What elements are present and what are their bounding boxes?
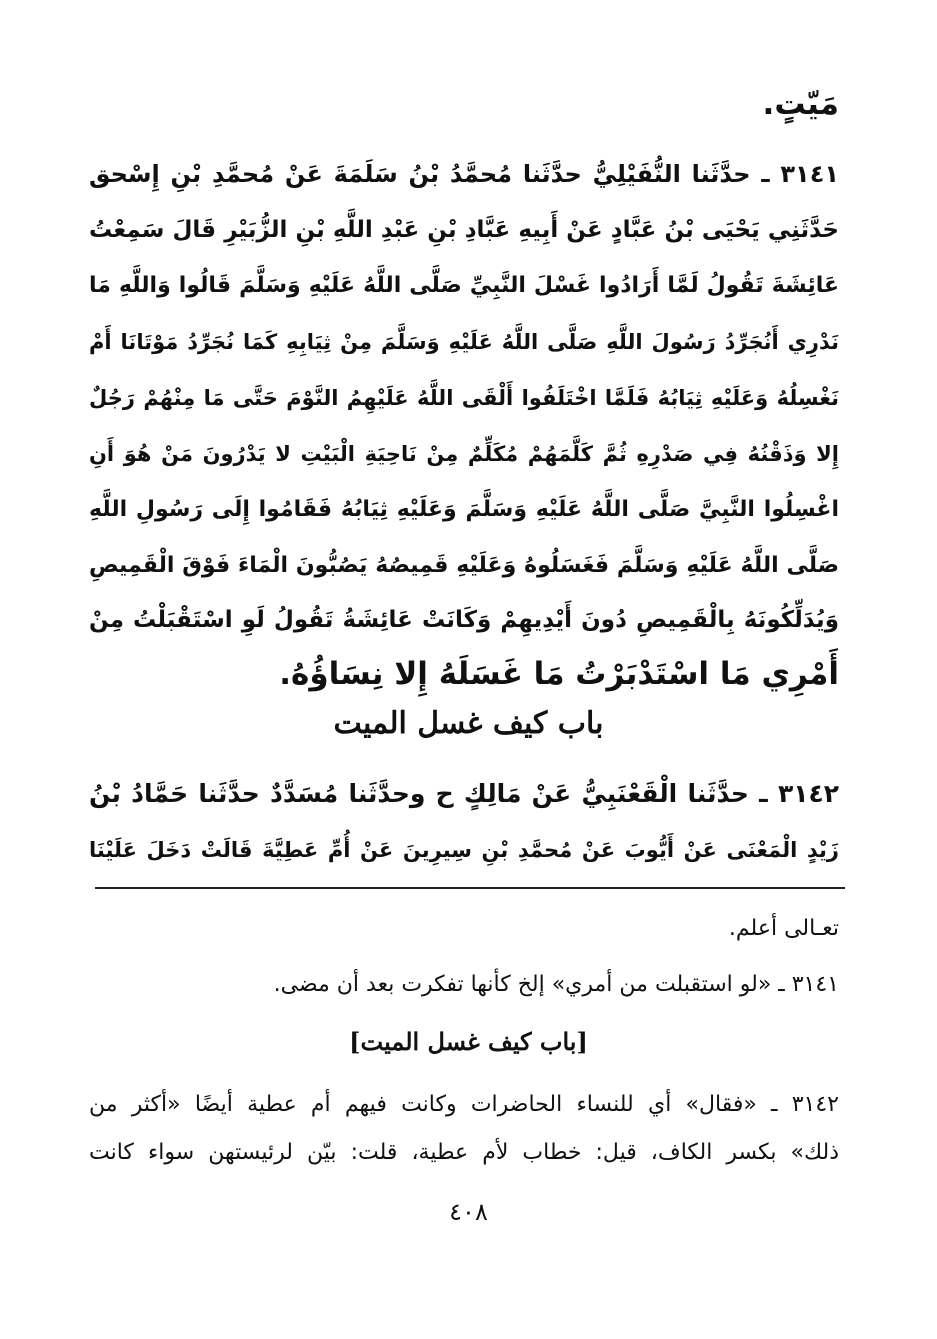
footnote-line-2: ٣١٤١ ـ «لو استقبلت من أمري» إلخ كأنها تفكرت بعد أن مضى. <box>273 972 839 997</box>
footnote-line-4: ذلك» بكسر الكاف، قيل: خطاب لأم عطية، قلت: بيّن لرئيستهن سواء كانت <box>89 1140 839 1165</box>
footnote-line-1: تعـالى أعلم. <box>728 916 839 941</box>
main-text-line-6: نَغْسِلُهُ وَعَلَيْهِ ثِيَابُهُ فَلَمَّا اخْتَلَفُوا أَلْقَى اللَّهُ عَلَيْهِمُ النَّوْمَ حَتَّى مَا مِنْهُمْ رَجُلٌ <box>89 386 839 410</box>
main-text-line-7: إِلا وَذَقْنُهُ فِي صَدْرِهِ ثُمَّ كَلَّمَهُمْ مُكَلِّمٌ مِنْ نَاحِيَةِ الْبَيْتِ لا يَدْرُونَ مَنْ هُوَ أَنِ <box>89 442 839 466</box>
main-text-line-12: ٣١٤٢ ـ حدَّثَنا الْقَعْنَبِيُّ عَنْ مَالِكٍ ح وحدَّثَنا مُسَدَّدٌ حدَّثَنا حَمَّادُ بْنُ <box>89 779 839 808</box>
main-text-line-10: وَيُدَلِّكُونَهُ بِالْقَمِيصِ دُونَ أَيْدِيهِمْ وَكَانَتْ عَائِشَةُ تَقُولُ لَوِ اسْتَقْبَلْتُ مِنْ <box>89 607 839 633</box>
main-text-line-4: عَائِشَةَ تَقُولُ لَمَّا أَرَادُوا غَسْلَ النَّبِيِّ صَلَّى اللَّهُ عَلَيْهِ وَسَلَّمَ قَالُوا وَاللَّهِ مَا <box>89 273 839 298</box>
main-text-line-2: ٣١٤١ ـ حدَّثَنا النُّفَيْلِيُّ حدَّثَنا مُحمَّدُ بْنُ سَلَمَةَ عَنْ مُحمَّدِ بْنِ إِسْحق <box>89 160 839 188</box>
main-text-line-1: مَيّتٍ. <box>762 86 839 122</box>
main-text-line-11: أَمْرِي مَا اسْتَدْبَرْتُ مَا غَسَلَهُ إِلا نِسَاؤُهُ. <box>279 656 839 692</box>
page-number: ٤٠٨ <box>449 1198 488 1226</box>
chapter-heading: باب كيف غسل الميت <box>333 706 604 741</box>
main-text-line-9: صَلَّى اللَّهُ عَلَيْهِ وَسَلَّمَ فَغَسَلُوهُ وَعَلَيْهِ قَمِيصُهُ يَصُبُّونَ الْمَاءَ فَوْقَ الْقَمِيصِ <box>89 553 839 578</box>
main-text-line-3: حَدَّثَنِي يَحْيَى بْنُ عَبَّادٍ عَنْ أَبِيهِ عَبَّادِ بْنِ عَبْدِ اللَّهِ بْنِ الزُّبَيْرِ قَالَ سَمِعْتُ <box>89 217 839 243</box>
main-text-line-13: زَيْدٍ الْمَعْنَى عَنْ أَيُّوبَ عَنْ مُحمَّدِ بْنِ سِيرِينَ عَنْ أُمِّ عَطِيَّةَ قَالَتْ دَخَلَ عَلَيْنَا <box>89 838 839 862</box>
footnote-chapter-heading: [باب كيف غسل الميت] <box>349 1027 588 1056</box>
footnote-line-3: ٣١٤٢ ـ «فقال» أي للنساء الحاضرات وكانت فيهم أم عطية أيضًا «أكثر من <box>89 1092 839 1117</box>
main-text-line-8: اغْسِلُوا النَّبِيَّ صَلَّى اللَّهُ عَلَيْهِ وَسَلَّمَ وَعَلَيْهِ ثِيَابُهُ فَقَامُوا إِلَى رَسُولِ اللَّهِ <box>89 497 839 522</box>
footnote-divider <box>95 887 845 889</box>
main-text-line-5: نَدْرِي أَنُجَرِّدُ رَسُولَ اللَّهِ صَلَّى اللَّهُ عَلَيْهِ وَسَلَّمَ مِنْ ثِيَابِهِ كَمَا نُجَرِّدُ مَوْتَانَا أَمْ <box>89 330 839 354</box>
